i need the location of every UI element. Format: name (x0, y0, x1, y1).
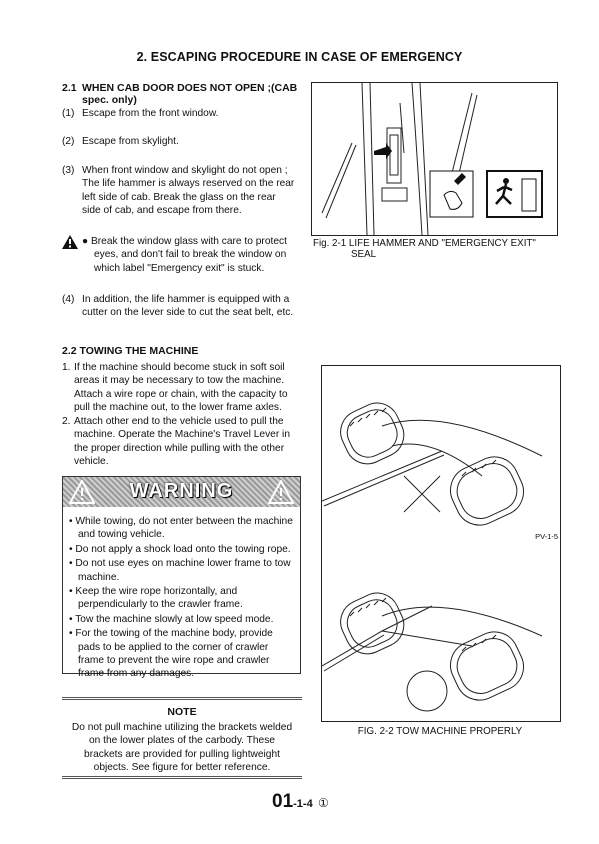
figure-tow-machine (321, 365, 561, 722)
item-1: (1) Escape from the front window. (62, 108, 219, 119)
item-3: (3) When front window and skylight do not open ; The life hammer is always reserved on the rear left side of cab. Break the glass on the rear side of cab, and escape from there. (62, 165, 295, 217)
note-label: NOTE (167, 706, 197, 718)
note-bottom-rule (62, 776, 302, 779)
figure-code: PV-1-5 (535, 532, 558, 541)
figure-1-caption: Fig. 2-1 LIFE HAMMER AND "EMERGENCY EXIT" SEAL (313, 238, 536, 260)
tow-step-2: 2. Attach other end to the vehicle used to pull the machine. Operate the Machine's Travel Lever in the proper direction while pulling with the other vehicle. (62, 416, 290, 468)
section-2-2-heading: 2.2 TOWING THE MACHINE (62, 345, 199, 357)
list-item: • Do not apply a shock load onto the towing rope. (69, 543, 291, 555)
list-item: • Keep the wire rope horizontally, and perpendicularly to the crawler frame. (69, 586, 243, 611)
note-text: Do not pull machine utilizing the brackets welded on the lower plates of the carbody. These brackets are provided for pulling lightweight objects. See figure for better reference. (71, 722, 293, 774)
page-number: 01-1-4 ① (272, 791, 329, 812)
warning-banner (63, 477, 300, 507)
caution-text: ● Break the window glass with care to protect eyes, and don't fail to break the window on which label "Emergency exit" is stuck. (82, 236, 287, 274)
list-item: • For the towing of the machine body, provide pads to be applied to the corner of crawler frame to prevent the wire rope and crawler frame from any damages. (69, 628, 273, 680)
figure-life-hammer (311, 82, 558, 236)
item-2: (2) Escape from skylight. (62, 136, 179, 147)
warning-label: WARNING (129, 480, 234, 502)
list-item: • Tow the machine slowly at low speed mode. (69, 613, 274, 625)
warning-triangle-icon (268, 480, 294, 504)
list-item: • Do not use eyes on machine lower frame to tow machine. (69, 558, 291, 583)
warning-box (62, 476, 301, 680)
note-top-rule (62, 697, 302, 700)
list-item: • While towing, do not enter between the machine and towing vehicle. (69, 516, 293, 541)
tow-step-1: 1. If the machine should become stuck in soft soil areas it may be necessary to tow the machine. Attach a wire rope or chain, with the capacity to pull the machine out, to the lower frame axles. (62, 362, 288, 414)
warning-list (63, 507, 300, 688)
section-2-1-heading: 2.1 WHEN CAB DOOR DOES NOT OPEN ;(CAB spec. only) (62, 82, 298, 106)
page-title: 2. ESCAPING PROCEDURE IN CASE OF EMERGENCY (136, 50, 463, 64)
caution-icon (62, 235, 78, 249)
figure-2-caption: FIG. 2-2 TOW MACHINE PROPERLY (357, 726, 523, 737)
item-4: (4) In addition, the life hammer is equipped with a cutter on the lever side to cut the seat belt, etc. (62, 294, 294, 319)
